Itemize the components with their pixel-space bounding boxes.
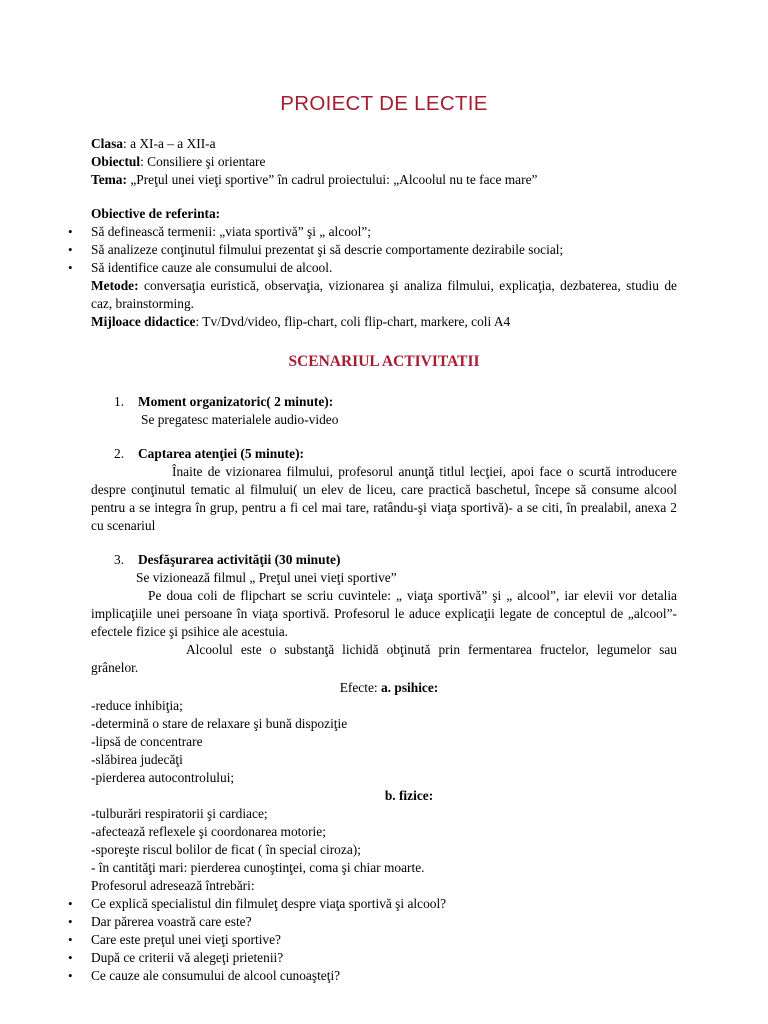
effects-section bbox=[91, 679, 677, 985]
question-item: • După ce criterii vă alegeţi prietenii? bbox=[91, 949, 677, 967]
means-value: : Tv/Dvd/video, flip-chart, coli flip-chart, markere, coli A4 bbox=[195, 314, 511, 329]
effect-item: -determină o stare de relaxare şi bună dispoziţie bbox=[91, 716, 348, 731]
question-item: • Ce explică specialistul din filmuleţ despre viaţa sportivă şi alcool? bbox=[91, 895, 677, 913]
objectives-heading: Obiective de referinta: bbox=[91, 206, 221, 221]
effect-item: -lipsă de concentrare bbox=[91, 734, 203, 749]
question-item: • Care este preţul unei vieţi sportive? bbox=[91, 931, 677, 949]
methods-value: conversaţia euristică, observaţia, vizionarea şi analiza filmului, explicaţia, dezbaterea, studiu de caz, brainstorming. bbox=[91, 278, 677, 311]
objective-item: • Să definească termenii: „viata sportivă” şi „ alcool”; bbox=[91, 223, 677, 241]
question-item: • Ce cauze ale consumului de alcool cunoaşteţi? bbox=[91, 967, 677, 985]
means-line bbox=[91, 313, 677, 331]
lesson-header bbox=[91, 135, 677, 189]
class-value: : a XI-a – a XII-a bbox=[123, 136, 216, 151]
questions-intro: Profesorul adresează întrebări: bbox=[91, 878, 255, 893]
effects-label: Efecte: bbox=[339, 680, 381, 695]
step-title: Desfăşurarea activităţii (30 minute) bbox=[138, 552, 341, 567]
step-2 bbox=[91, 445, 677, 535]
step-heading bbox=[91, 551, 677, 569]
methods-line bbox=[91, 277, 677, 313]
effect-item: -slăbirea judecăţi bbox=[91, 752, 183, 767]
alcohol-paragraph: Alcoolul este o substanţă lichidă obţinută prin fermentarea fructelor, legumelor sau grânelor. bbox=[91, 642, 677, 675]
flipchart-paragraph: Pe doua coli de flipchart se scriu cuvintele: „ viaţa sportivă” şi „ alcool”, iar elevii vor detalia implicaţiile unei persoane în viaţa sportivă. Profesorul le aduce explicaţii legate de conceptul de „alcool”- efectele fizice şi psihice ale acestuia. bbox=[91, 588, 677, 639]
objective-item: • Să analizeze conţinutul filmului prezentat şi să descrie comportamente dezirabile social; bbox=[91, 241, 677, 259]
step-3 bbox=[91, 551, 677, 677]
class-line bbox=[91, 135, 677, 153]
step-1 bbox=[91, 393, 677, 429]
effect-item: -reduce inhibiţia; bbox=[91, 698, 183, 713]
theme-value: „Preţul unei vieţi sportive” în cadrul proiectului: „Alcoolul nu te face mare” bbox=[126, 172, 538, 187]
subject-line bbox=[91, 153, 677, 171]
document-title: PROIECT DE LECTIE bbox=[280, 92, 488, 115]
step-number: 1. bbox=[114, 394, 125, 409]
effect-item: -pierderea autocontrolului; bbox=[91, 770, 235, 785]
step-text: Se vizionează filmul „ Preţul unei vieţi sportive” bbox=[136, 570, 397, 585]
physical-label: b. fizice: bbox=[384, 788, 434, 803]
step-number: 3. bbox=[114, 552, 125, 567]
class-label: Clasa bbox=[91, 136, 123, 151]
effect-item: - în cantităţi mari: pierderea cunoştinţei, coma şi chiar moarte. bbox=[91, 860, 425, 875]
subject-value: : Consiliere şi orientare bbox=[140, 154, 266, 169]
step-number: 2. bbox=[114, 446, 125, 461]
effects-physical-heading bbox=[91, 787, 677, 805]
objective-item: • Să identifice cauze ale consumului de alcool. bbox=[91, 259, 677, 277]
psychic-label: a. psihice: bbox=[380, 680, 439, 695]
scenario-title: SCENARIUL ACTIVITATII bbox=[288, 353, 480, 370]
step-heading bbox=[91, 393, 677, 411]
effect-item: -afectează reflexele şi coordonarea motorie; bbox=[91, 824, 326, 839]
step-heading bbox=[91, 445, 677, 463]
effects-psychic-heading bbox=[91, 679, 677, 697]
effect-item: -tulburări respiratorii şi cardiace; bbox=[91, 806, 268, 821]
step-text: Se pregatesc materialele audio-video bbox=[141, 412, 339, 427]
step-title: Captarea atenţiei (5 minute): bbox=[138, 446, 304, 461]
effect-item: -sporeşte riscul bolilor de ficat ( în special ciroza); bbox=[91, 842, 361, 857]
means-label: Mijloace didactice bbox=[91, 314, 196, 329]
methods-label: Metode: bbox=[91, 278, 139, 293]
step-title: Moment organizatoric( 2 minute): bbox=[138, 394, 334, 409]
step-text: Înaite de vizionarea filmului, profesorul anunţă titlul lecţiei, apoi face o scurtă introducere despre conţinutul tematic al filmului( un elev de liceu, care practică baschetul, începe să consume alcool pentru a se integra în grup, pentru a fi cel mai tare, ratându-şi viaţa sportivă)- a se citi, în prealabil, anexa 2 cu scenariul bbox=[91, 464, 677, 533]
theme-line bbox=[91, 171, 677, 189]
objectives-section bbox=[91, 205, 677, 331]
theme-label: Tema: bbox=[91, 172, 127, 187]
subject-label: Obiectul bbox=[91, 154, 141, 169]
question-item: • Dar părerea voastră care este? bbox=[91, 913, 677, 931]
